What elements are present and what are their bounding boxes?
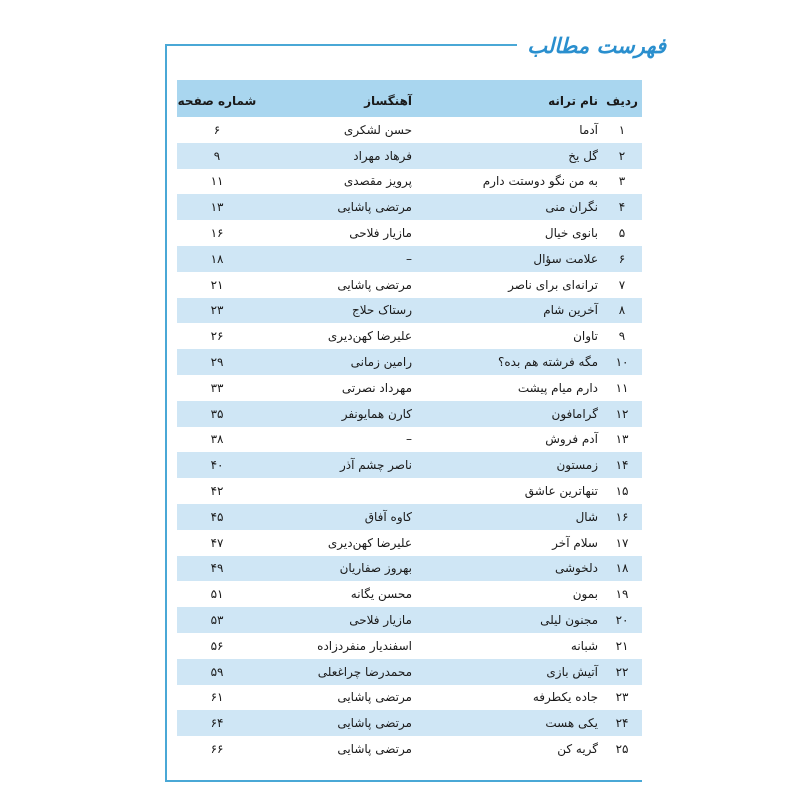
- row-page: ۶۶: [210, 742, 224, 757]
- row-index: ۲: [618, 148, 626, 163]
- row-song: آخرین شام: [543, 303, 598, 318]
- row-composer: مهرداد نصرتی: [341, 380, 412, 395]
- row-composer: مرتضی پاشایی: [337, 716, 412, 731]
- row-page: ۳۳: [210, 380, 224, 395]
- table-row: [177, 685, 642, 711]
- row-song: دلخوشی: [554, 561, 598, 576]
- row-composer: رامین زمانی: [350, 355, 412, 370]
- row-song: آدم فروش: [545, 432, 598, 447]
- row-page: ۴۷: [210, 535, 224, 550]
- row-page: ۱۸: [210, 251, 224, 266]
- table-row: [177, 581, 642, 607]
- table-row: [177, 401, 642, 427]
- row-page: ۲۱: [210, 277, 224, 292]
- table-row: [177, 710, 642, 736]
- row-song: تاوان: [573, 329, 598, 344]
- row-index: ۱۰: [615, 355, 629, 370]
- row-index: ۳: [618, 174, 626, 189]
- row-page: ۵۶: [210, 638, 224, 653]
- row-index: ۱: [618, 122, 626, 137]
- row-index: ۲۴: [615, 716, 629, 731]
- row-composer: مرتضی پاشایی: [337, 200, 412, 215]
- row-index: ۲۱: [615, 638, 629, 653]
- row-page: ۶۴: [210, 716, 224, 731]
- row-index: ۱۵: [615, 484, 629, 499]
- row-composer: کارن همایونفر: [341, 406, 412, 421]
- row-page: ۴۲: [210, 484, 224, 499]
- row-composer: مرتضی پاشایی: [337, 690, 412, 705]
- row-index: ۵: [618, 226, 626, 241]
- row-composer: فرهاد مهراد: [353, 148, 412, 163]
- row-index: ۱۳: [615, 432, 629, 447]
- row-index: ۸: [618, 303, 626, 318]
- row-page: ۱۶: [210, 226, 224, 241]
- row-composer: اسفندیار منفردزاده: [317, 638, 412, 653]
- row-song: جاده یکطرفه: [532, 690, 598, 705]
- row-index: ۶: [618, 251, 626, 266]
- row-composer: محسن یگانه: [350, 587, 412, 602]
- row-composer: بهروز صفاریان: [339, 561, 412, 576]
- table-row: [177, 323, 642, 349]
- row-song: گریه کن: [557, 742, 598, 757]
- row-song: بانوی خیال: [544, 226, 598, 241]
- row-composer: محمدرضا چراغعلی: [317, 664, 412, 679]
- row-song: تنهاترین عاشق: [524, 484, 598, 499]
- row-composer: مرتضی پاشایی: [337, 277, 412, 292]
- row-composer: کاوه آفاق: [364, 509, 412, 524]
- table-row: [177, 530, 642, 556]
- row-composer: مرتضی پاشایی: [337, 742, 412, 757]
- row-song: ترانه‌ای برای ناصر: [508, 277, 598, 292]
- row-song: علامت سؤال: [533, 251, 598, 266]
- row-song: آدما: [579, 122, 598, 137]
- row-index: ۱۶: [615, 509, 629, 524]
- row-page: ۳۸: [210, 432, 224, 447]
- row-composer: مازیار فلاحی: [349, 613, 412, 628]
- row-page: ۱۱: [210, 174, 224, 189]
- row-index: ۱۸: [615, 561, 629, 576]
- header-page: شماره صفحه: [177, 93, 257, 108]
- table-header: [177, 80, 642, 117]
- header-song: نام ترانه: [548, 93, 598, 108]
- row-page: ۶: [213, 122, 221, 137]
- row-song: زمستون: [556, 458, 598, 473]
- row-song: به من نگو دوستت دارم: [482, 174, 598, 189]
- row-index: ۲۰: [615, 613, 629, 628]
- row-song: نگران منی: [545, 200, 598, 215]
- row-index: ۴: [618, 200, 626, 215]
- row-page: ۳۵: [210, 406, 224, 421]
- row-index: ۱۱: [615, 380, 629, 395]
- table-row: [177, 504, 642, 530]
- row-index: ۲۵: [615, 742, 629, 757]
- row-index: ۱۹: [615, 587, 629, 602]
- table-row: [177, 633, 642, 659]
- table-row: [177, 349, 642, 375]
- row-index: ۲۳: [615, 690, 629, 705]
- table-row: [177, 246, 642, 272]
- row-page: ۵۳: [210, 613, 224, 628]
- row-song: شال: [575, 509, 598, 524]
- row-composer: حسن لشکری: [343, 122, 412, 137]
- table-row: [177, 427, 642, 453]
- row-page: ۹: [213, 148, 221, 163]
- row-composer: مازیار فلاحی: [349, 226, 412, 241]
- page-title: فهرست مطالب: [517, 32, 666, 60]
- row-song: سلام آخر: [552, 535, 598, 550]
- table-row: [177, 736, 642, 762]
- row-song: گرامافون: [551, 406, 598, 421]
- row-composer: ناصر چشم آذر: [339, 458, 412, 473]
- table-row: [177, 556, 642, 582]
- row-page: ۲۹: [210, 355, 224, 370]
- table-row: [177, 375, 642, 401]
- row-song: مگه فرشته هم بده؟: [497, 355, 598, 370]
- row-page: ۴۵: [210, 509, 224, 524]
- table-row: [177, 659, 642, 685]
- row-page: ۵۱: [210, 587, 224, 602]
- table-row: [177, 220, 642, 246]
- row-page: ۴۹: [210, 561, 224, 576]
- row-index: ۷: [618, 277, 626, 292]
- row-composer: –: [406, 251, 412, 266]
- table-row: [177, 169, 642, 195]
- row-composer: علیرضا کهن‌دیری: [327, 535, 412, 550]
- row-page: ۲۶: [210, 329, 224, 344]
- row-song: مجنون لیلی: [540, 613, 598, 628]
- contents-table: [177, 80, 642, 762]
- table-row: [177, 298, 642, 324]
- row-composer: [282, 478, 412, 504]
- row-composer: –: [406, 432, 412, 447]
- row-composer: رستاک حلاج: [351, 303, 412, 318]
- row-song: گل یخ: [568, 148, 598, 163]
- row-page: ۴۰: [210, 458, 224, 473]
- table-row: [177, 478, 642, 504]
- header-composer: آهنگساز: [364, 93, 412, 108]
- table-row: [177, 194, 642, 220]
- row-index: ۱۷: [615, 535, 629, 550]
- row-song: آتیش بازی: [546, 664, 598, 679]
- row-page: ۲۳: [210, 303, 224, 318]
- row-composer: پرویز مقصدی: [343, 174, 412, 189]
- table-row: [177, 117, 642, 143]
- row-song: یکی هست: [545, 716, 598, 731]
- row-composer: علیرضا کهن‌دیری: [327, 329, 412, 344]
- row-page: ۵۹: [210, 664, 224, 679]
- row-song: دارم میام پیشت: [517, 380, 598, 395]
- header-index: ردیف: [606, 93, 638, 108]
- row-index: ۹: [618, 329, 626, 344]
- row-page: ۶۱: [210, 690, 224, 705]
- row-index: ۱۲: [615, 406, 629, 421]
- table-row: [177, 272, 642, 298]
- row-index: ۱۴: [615, 458, 629, 473]
- table-row: [177, 452, 642, 478]
- table-row: [177, 607, 642, 633]
- row-page: ۱۳: [210, 200, 224, 215]
- row-song: بمون: [572, 587, 598, 602]
- row-song: شبانه: [570, 638, 598, 653]
- table-row: [177, 143, 642, 169]
- row-index: ۲۲: [615, 664, 629, 679]
